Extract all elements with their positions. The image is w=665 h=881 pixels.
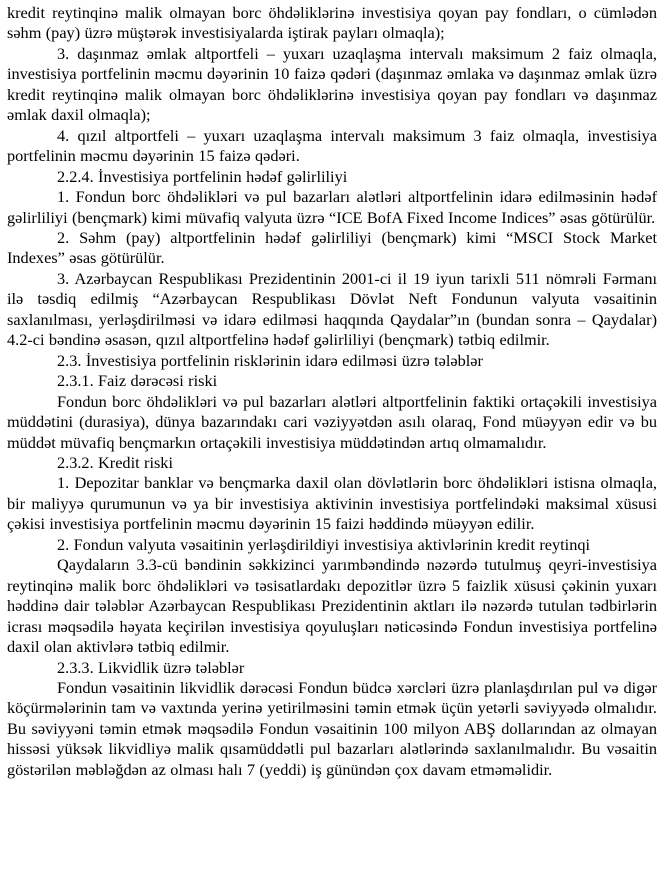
heading-2-2-4-target-return: 2.2.4. İnvestisiya portfelinin hədəf gəlirliliyi <box>57 166 348 186</box>
paragraph-credit-rating-continuation: kredit reytinqinə malik olmayan borc öhdəliklərinə investisiya qoyan pay fondları, o cümlədən səhm (pay) üzrə müştərək investisiyalarda iştirak payları olmaqla); <box>7 3 657 43</box>
heading-2-3-2-credit-risk: 2.3.2. Kredit riski <box>57 452 173 472</box>
paragraph-item-3-presidential-decree: 3. Azərbaycan Respublikası Prezidentinin 2001-ci il 19 iyun tarixli 511 nömrəli Fərmanı ilə təsdiq edilmiş “Azərbaycan Respublikası Dövlət Neft Fondunun valyuta vəsaitinin saxlanılması, yerləşdirilməsi və idarə edilməsi haqqında Qaydalar”ın (bundan sonra – Qaydalar) 4.2-ci bəndinə əsasən, qızıl altportfelinə hədəf gəlirliliyi (bençmark) tətbiq edilmir. <box>7 268 657 350</box>
document-body <box>7 3 657 780</box>
paragraph-credit-risk-item-2-rating: 2. Fondun valyuta vəsaitinin yerləşdirildiyi investisiya aktivlərinin kredit reytinqi <box>57 534 591 554</box>
paragraph-item-1-benchmark-fixed-income: 1. Fondun borc öhdəlikləri və pul bazarları alətləri altportfelinin idarə edilməsinin hədəf gəlirliliyi (bençmark) kimi müvafiq valyuta üzrə “ICE BofA Fixed Income Indices” əsas götürülür. <box>7 187 657 227</box>
heading-2-3-1-interest-rate-risk: 2.3.1. Faiz dərəcəsi riski <box>57 371 218 391</box>
paragraph-interest-rate-risk-body: Fondun borc öhdəlikləri və pul bazarları alətləri altportfelinin faktiki ortaçəkili investisiya müddətini (durasiya), dünya bazarındakı cari vəziyyətdən asılı olaraq, Fond müəyyən edir və bu müddət müvafiq bençmarkın ortaçəkili investisiya müddətindən artıq olmamalıdır. <box>7 391 657 452</box>
heading-2-3-3-liquidity-requirements: 2.3.3. Likvidlik üzrə tələblər <box>57 657 245 677</box>
paragraph-item-3-real-estate-subportfolio: 3. daşınmaz əmlak altportfeli – yuxarı uzaqlaşma intervalı maksimum 2 faiz olmaqla, investisiya portfelinin məcmu dəyərinin 10 faizə qədəri (daşınmaz əmlaka və daşınmaz əmlak üzrə kredit reytinqinə malik olmayan borc öhdəliklərinə investisiya qoyan pay fondları və daşınmaz əmlak daxil olmaqla); <box>7 43 657 125</box>
paragraph-liquidity-body: Fondun vəsaitinin likvidlik dərəcəsi Fondun büdcə xərcləri üzrə planlaşdırılan pul və digər köçürmələrinin tam və vaxtında yerinə yetirilməsini təmin etmək üçün yetərli səviyyədə olmalıdır. Bu səviyyəni təmin etmək məqsədilə Fondun vəsaitinin 100 milyon ABŞ dollarından az olmayan hissəsi yüksək likvidliyə malik qısamüddətli pul bazarları alətlərində saxlanılmalıdır. Bu vəsaitin göstərilən məbləğdən az olması halı 7 (yeddi) iş günündən çox davam etməməlidir. <box>7 677 657 779</box>
paragraph-item-2-benchmark-msci: 2. Səhm (pay) altportfelinin hədəf gəlirliliyi (bençmark) kimi “MSCI Stock Market Indexes” əsas götürülür. <box>7 227 657 268</box>
paragraph-credit-rating-exception-body: Qaydaların 3.3-cü bəndinin səkkizinci yarımbəndində nəzərdə tutulmuş qeyri-investisiya reytinqinə malik borc öhdəlikləri və təsisatlardakı depozitlər üzrə 5 faizlik xüsusi çəkinin yuxarı həddinə dair tələblər Azərbaycan Respublikası Prezidentinin aktları ilə nəzərdə tutulan tədbirlərin icrası məqsədilə həyata keçirilən investisiya qoyuluşları nəticəsində Fondun investisiya portfelinə daxil olan aktivlərə tətbiq edilmir. <box>7 555 657 657</box>
paragraph-item-4-gold-subportfolio: 4. qızıl altportfeli – yuxarı uzaqlaşma intervalı maksimum 3 faiz olmaqla, investisiya portfelinin məcmu dəyərinin 15 faizə qədəri. <box>7 125 657 166</box>
paragraph-credit-risk-item-1: 1. Depozitar banklar və bençmarka daxil olan dövlətlərin borc öhdəlikləri istisna olmaqla, bir maliyyə qurumunun və ya bir investisiya aktivinin investisiya portfelindəki maksimal xüsusi çəkisi investisiya portfelinin məcmu dəyərinin 15 faizi həddində müəyyən edilir. <box>7 473 657 534</box>
heading-2-3-risk-management-requirements: 2.3. İnvestisiya portfelinin risklərinin idarə edilməsi üzrə tələblər <box>57 350 483 370</box>
